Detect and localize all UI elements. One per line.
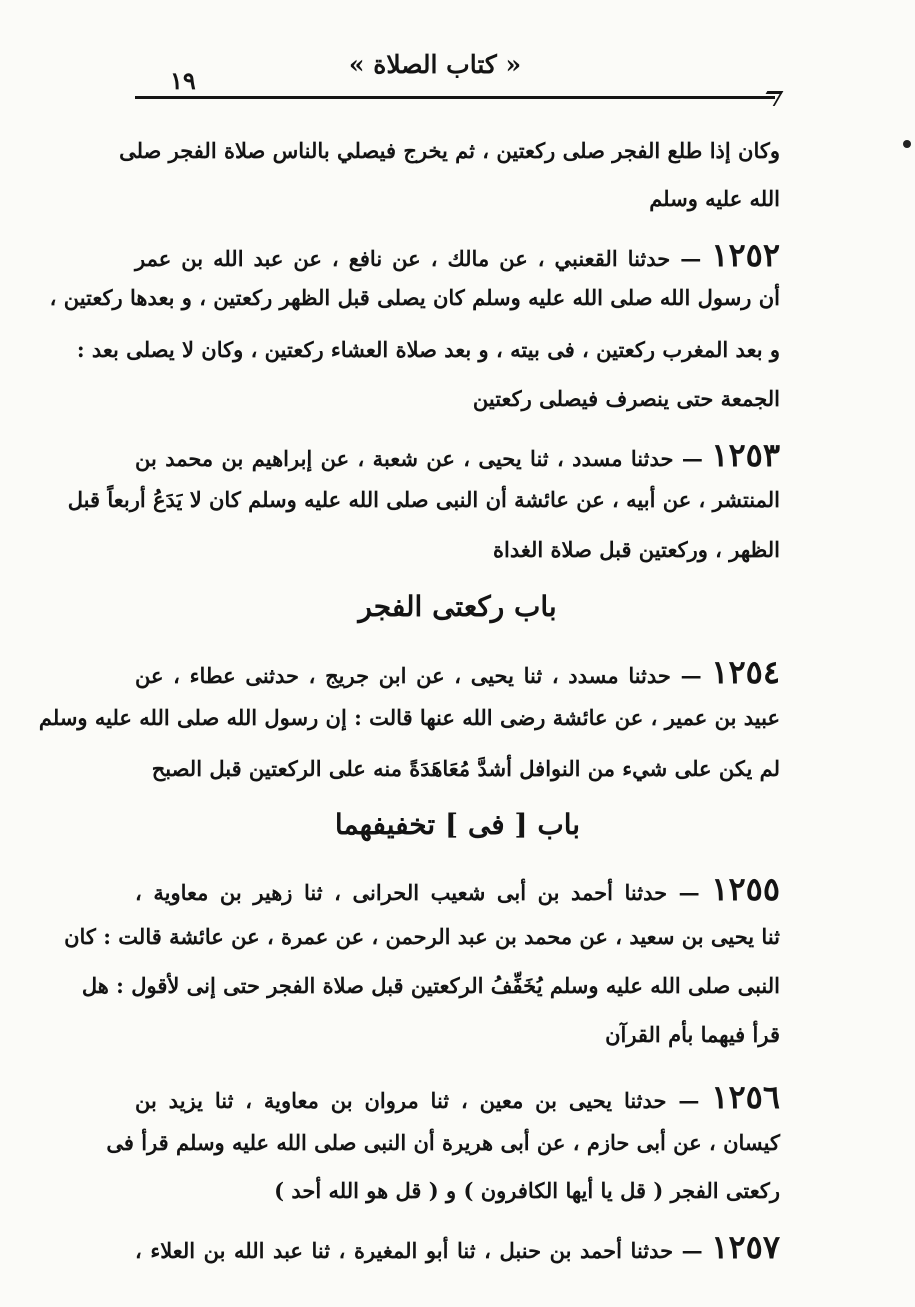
text-line: — حدثنا القعنبي ، عن مالك ، عن نافع ، عن عبد الله بن عمر	[135, 246, 702, 271]
hadith-first-line	[135, 436, 780, 474]
text-line: وكان إذا طلع الفجر صلى ركعتين ، ثم يخرج فيصلي بالناس صلاة الفجر صلى	[119, 138, 780, 163]
hadith-first-line	[135, 653, 780, 691]
text-line: — حدثنا يحيى بن معين ، ثنا مروان بن معاوية ، ثنا يزيد بن	[135, 1088, 700, 1113]
page-number: ١٩	[170, 66, 196, 95]
text-line: الظهر ، وركعتين قبل صلاة الغداة	[493, 537, 780, 562]
text-line: و بعد المغرب ركعتين ، فى بيته ، و بعد صلاة العشاء ركعتين ، وكان لا يصلى بعد :	[76, 337, 780, 362]
text-line: قرأ فيهما بأم القرآن	[605, 1022, 780, 1047]
text-line: النبى صلى الله عليه وسلم يُخَفِّفُ الركعتين قبل صلاة الفجر حتى إنى لأقول : هل	[81, 973, 780, 998]
chapter-heading: باب ركعتى الفجر	[358, 590, 557, 623]
margin-ink-mark	[903, 140, 911, 148]
text-line: كيسان ، عن أبى حازم ، عن أبى هريرة أن النبى صلى الله عليه وسلم قرأ فى	[106, 1130, 780, 1155]
hadith-number: ١٢٥٤	[711, 653, 780, 691]
text-line: أن رسول الله صلى الله عليه وسلم كان يصلى قبل الظهر ركعتين ، و بعدها ركعتين ،	[49, 285, 780, 310]
text-line: الجمعة حتى ينصرف فيصلى ركعتين	[472, 386, 780, 411]
hadith-first-line	[135, 1078, 780, 1116]
header-rule	[135, 96, 775, 99]
text-line: الله عليه وسلم	[649, 186, 780, 211]
hadith-first-line	[135, 236, 780, 274]
text-line: لم يكن على شيء من النوافل أشدَّ مُعَاهَدَةً منه على الركعتين قبل الصبح	[151, 756, 780, 781]
hadith-first-line	[135, 870, 780, 908]
text-line: عبيد بن عمير ، عن عائشة رضى الله عنها قالت : إن رسول الله صلى الله عليه وسلم	[38, 705, 780, 730]
text-line: ركعتى الفجر ( قل يا أيها الكافرون ) و ( قل هو الله أحد )	[274, 1178, 780, 1203]
running-title: « كتاب الصلاة »	[348, 50, 522, 79]
text-line: — حدثنا مسدد ، ثنا يحيى ، عن ابن جريج ، حدثنى عطاء ، عن	[135, 663, 702, 688]
text-line: ثنا يحيى بن سعيد ، عن محمد بن عبد الرحمن ، عن عمرة ، عن عائشة قالت : كان	[64, 924, 780, 949]
hadith-number: ١٢٥٥	[711, 870, 780, 908]
chapter-heading: باب [ فى ] تخفيفهما	[334, 808, 581, 841]
hadith-number: ١٢٥٧	[711, 1228, 780, 1266]
header-rule-end-ornament	[759, 91, 784, 106]
hadith-number: ١٢٥٦	[711, 1078, 780, 1116]
hadith-number: ١٢٥٢	[711, 236, 780, 274]
text-line: — حدثنا أحمد بن حنبل ، ثنا أبو المغيرة ، ثنا عبد الله بن العلاء ،	[135, 1238, 703, 1263]
text-line: المنتشر ، عن أبيه ، عن عائشة أن النبى صلى الله عليه وسلم كان لا يَدَعُ أربعاً قبل	[67, 487, 780, 512]
text-line: — حدثنا أحمد بن أبى شعيب الحرانى ، ثنا زهير بن معاوية ،	[135, 880, 700, 905]
text-line: — حدثنا مسدد ، ثنا يحيى ، عن شعبة ، عن إبراهيم بن محمد بن	[135, 446, 703, 471]
hadith-number: ١٢٥٣	[711, 436, 781, 474]
hadith-first-line	[135, 1228, 780, 1266]
